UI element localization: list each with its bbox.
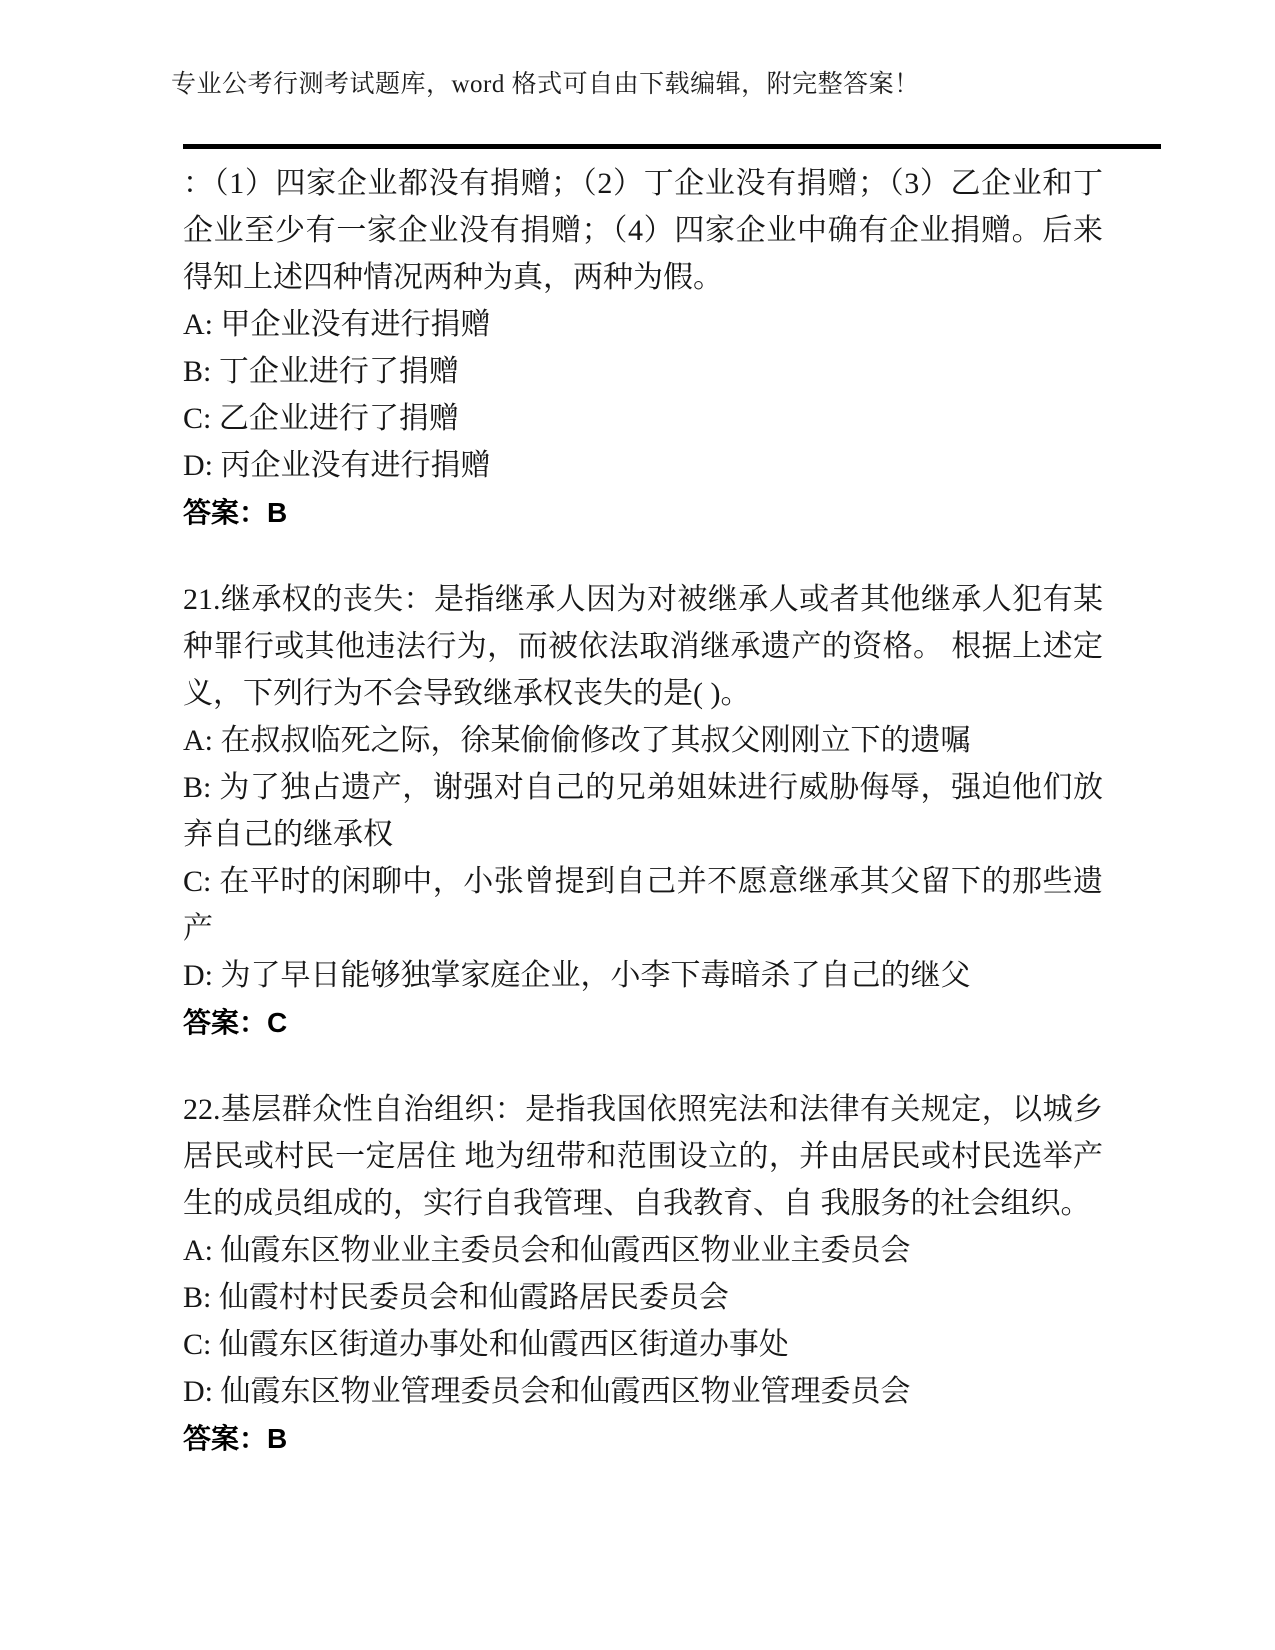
question-block-21 — [183, 576, 1103, 1046]
answer-value: C — [267, 1007, 288, 1038]
answer-line — [183, 489, 1103, 536]
option-b: B: 丁企业进行了捐赠 — [183, 355, 459, 388]
question-number: 21. — [183, 583, 221, 616]
question-stem-text: ：（1）四家企业都没有捐赠；（2）丁企业没有捐赠；（3）乙企业和丁企业至少有一家企业没有捐赠；（4）四家企业中确有企业捐赠。后来得知上述四种情况两种为真，两种为假。 — [183, 167, 1103, 294]
option-c: C: 仙霞东区街道办事处和仙霞西区街道办事处 — [183, 1328, 789, 1361]
page-header-text: 专业公考行测考试题库，word 格式可自由下载编辑，附完整答案！ — [171, 71, 920, 98]
answer-line — [183, 1415, 1103, 1462]
question-number: 22. — [183, 1093, 221, 1126]
answer-label: 答案： — [183, 497, 268, 528]
answer-label: 答案： — [183, 1423, 268, 1454]
option-d: D: 仙霞东区物业管理委员会和仙霞西区物业管理委员会 — [183, 1375, 911, 1408]
question-block-22 — [183, 1086, 1103, 1462]
answer-value: B — [267, 1423, 288, 1454]
question-stem — [183, 160, 1103, 301]
answer-value: B — [267, 497, 288, 528]
option-c: C: 乙企业进行了捐赠 — [183, 402, 459, 435]
answer-label: 答案： — [183, 1007, 268, 1038]
question-stem — [183, 1086, 1103, 1227]
question-stem-text: 继承权的丧失：是指继承人因为对被继承人或者其他继承人犯有某种罪行或其他违法行为，而被依法取消继承遗产的资格。 根据上述定义，下列行为不会导致继承权丧失的是( )。 — [183, 583, 1103, 710]
option-d: D: 为了早日能够独掌家庭企业，小李下毒暗杀了自己的继父 — [183, 959, 971, 992]
answer-line — [183, 999, 1103, 1046]
option-c: C: 在平时的闲聊中，小张曾提到自己并不愿意继承其父留下的那些遗产 — [183, 865, 1103, 945]
question-block-20 — [183, 160, 1103, 536]
header-rule — [183, 144, 1161, 149]
document-content — [183, 160, 1103, 1462]
option-d: D: 丙企业没有进行捐赠 — [183, 449, 491, 482]
option-a: A: 仙霞东区物业业主委员会和仙霞西区物业业主委员会 — [183, 1234, 911, 1267]
option-a: A: 在叔叔临死之际，徐某偷偷修改了其叔父刚刚立下的遗嘱 — [183, 724, 971, 757]
option-b: B: 仙霞村村民委员会和仙霞路居民委员会 — [183, 1281, 729, 1314]
question-stem — [183, 576, 1103, 717]
question-stem-text: 基层群众性自治组织：是指我国依照宪法和法律有关规定，以城乡居民或村民一定居住 地为纽带和范围设立的，并由居民或村民选举产生的成员组成的，实行自我管理、自我教育、自 我服务的社会组织。 — [183, 1093, 1103, 1220]
option-b: B: 为了独占遗产，谢强对自己的兄弟姐妹进行威胁侮辱，强迫他们放弃自己的继承权 — [183, 771, 1103, 851]
option-a: A: 甲企业没有进行捐赠 — [183, 308, 491, 341]
